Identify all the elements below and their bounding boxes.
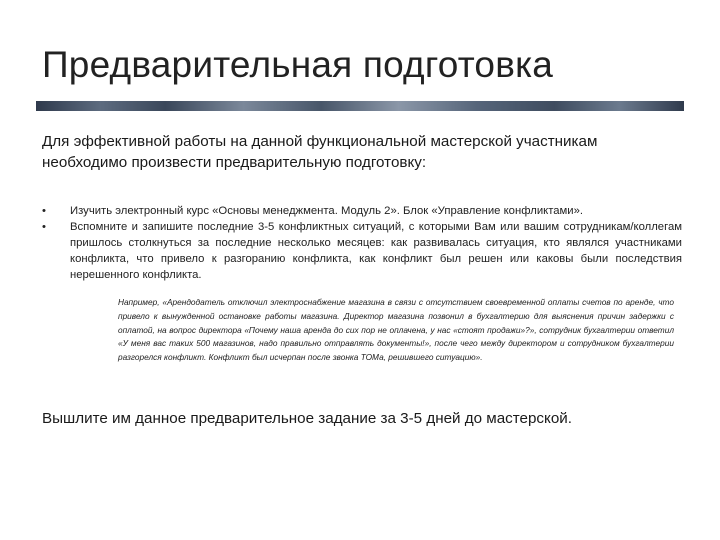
bullet-icon: • (42, 221, 46, 233)
task-list (42, 203, 682, 283)
example-text: Например, «Арендодатель отключил электроснабжение магазина в связи с отсутствием своевременной оплаты счетов по аренде, что привело к вынужденной остановке работы магазина. Директор магазина позвонил в бухгалтерию для выяснения причин задержки с оплатой, на вопрос директора «Почему наша аренда до сих пор не оплачена, у нас «стоят продажи»?», сотрудник бухгалтерии ответил «У меня вас таких 500 магазинов, надо правильно отправлять документы!», после чего между директором и сотрудником бухгалтерии разгорелся конфликт. Конфликт был исчерпан после звонка ТОМа, решившего ситуацию». (118, 297, 674, 363)
task-item (42, 203, 682, 219)
title-divider (36, 101, 684, 111)
task-text: Вспомните и запишите последние 3-5 конфликтных ситуаций, с которыми Вам или вашим сотрудникам/коллегам пришлось столкнуться за последние несколько месяцев: как развивалась ситуация, кто являлся участниками конфликта, что привело к разгоранию конфликта, как конфликт был решен или каковы были последствия нерешенного конфликта. (70, 221, 682, 281)
slide-title: Предварительная подготовка (42, 44, 554, 85)
bullet-icon: • (42, 205, 46, 217)
task-item (42, 219, 682, 283)
task-text: Изучить электронный курс «Основы менеджмента. Модуль 2». Блок «Управление конфликтами». (70, 205, 584, 217)
closing-text: Вышлите им данное предварительное задание за 3-5 дней до мастерской. (42, 410, 572, 427)
intro-text: Для эффективной работы на данной функциональной мастерской участникам необходимо произвести предварительную подготовку: (42, 133, 598, 171)
